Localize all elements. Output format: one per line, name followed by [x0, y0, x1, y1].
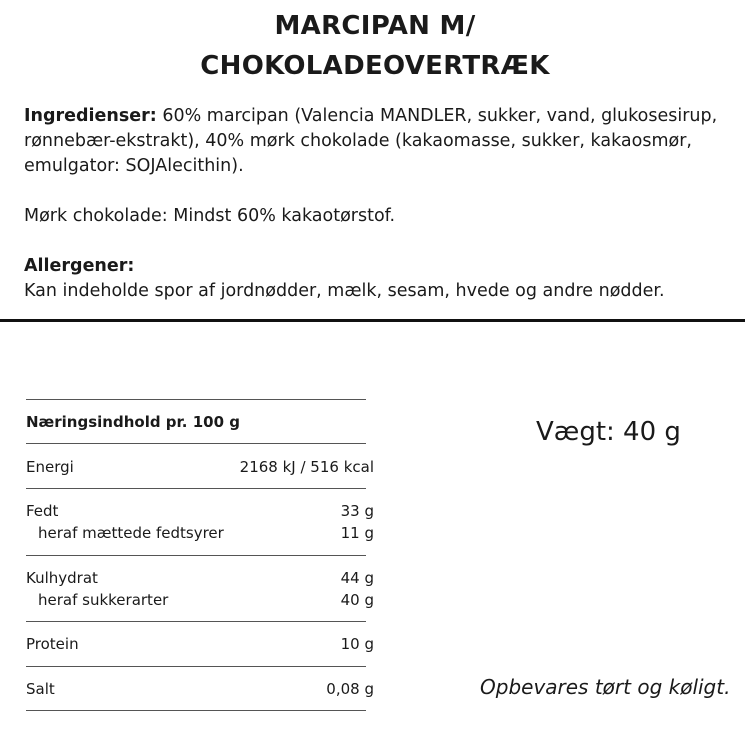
nutrient-value: 33 g [340, 502, 374, 520]
nutrient-value: 10 g [340, 635, 374, 653]
storage-instructions: Opbevares tørt og køligt. [480, 675, 731, 699]
chocolate-note: Mørk chokolade: Mindst 60% kakaotørstof. [24, 206, 396, 226]
table-rule [26, 666, 366, 667]
table-rule [26, 555, 366, 556]
table-rule [26, 710, 366, 711]
nutrient-value: 2168 kJ / 516 kcal [239, 458, 374, 476]
nutrient-value: 44 g [340, 569, 374, 587]
nutrient-label: Energi [26, 458, 74, 476]
product-title-line-2: CHOKOLADEOVERTRÆK [200, 51, 550, 81]
nutrient-label: Protein [26, 635, 79, 653]
nutrient-label: Kulhydrat [26, 569, 98, 587]
nutrition-header-label: Næringsindhold pr. 100 g [26, 413, 240, 431]
nutrient-value: 40 g [340, 591, 374, 609]
ingredients-paragraph [24, 104, 724, 179]
section-divider [0, 319, 745, 322]
nutrient-label: heraf sukkerarter [38, 591, 169, 609]
ingredients-label: Ingredienser: [24, 106, 157, 126]
ingredients-text: 60% marcipan (Valencia MANDLER, sukker, vand, glukosesirup, rønnebær-ekstrakt), 40% mørk chokolade (kakaomasse, sukker, kakaosmør, emulgator: SOJAlecithin). [24, 106, 718, 176]
allergens-text: Kan indeholde spor af jordnødder, mælk, sesam, hvede og andre nødder. [24, 281, 665, 301]
nutrient-label: Fedt [26, 502, 59, 520]
net-weight: Vægt: 40 g [536, 417, 681, 447]
nutrient-label: heraf mættede fedtsyrer [38, 524, 224, 542]
table-rule [26, 621, 366, 622]
nutrient-label: Salt [26, 680, 55, 698]
table-rule [26, 488, 366, 489]
product-title-line-1: MARCIPAN M/ [274, 11, 476, 41]
allergens-label-text: Allergener: [24, 256, 135, 276]
nutrient-value: 0,08 g [326, 680, 374, 698]
table-rule [26, 399, 366, 400]
nutrient-value: 11 g [340, 524, 374, 542]
table-rule [26, 443, 366, 444]
allergens-label [24, 254, 724, 279]
